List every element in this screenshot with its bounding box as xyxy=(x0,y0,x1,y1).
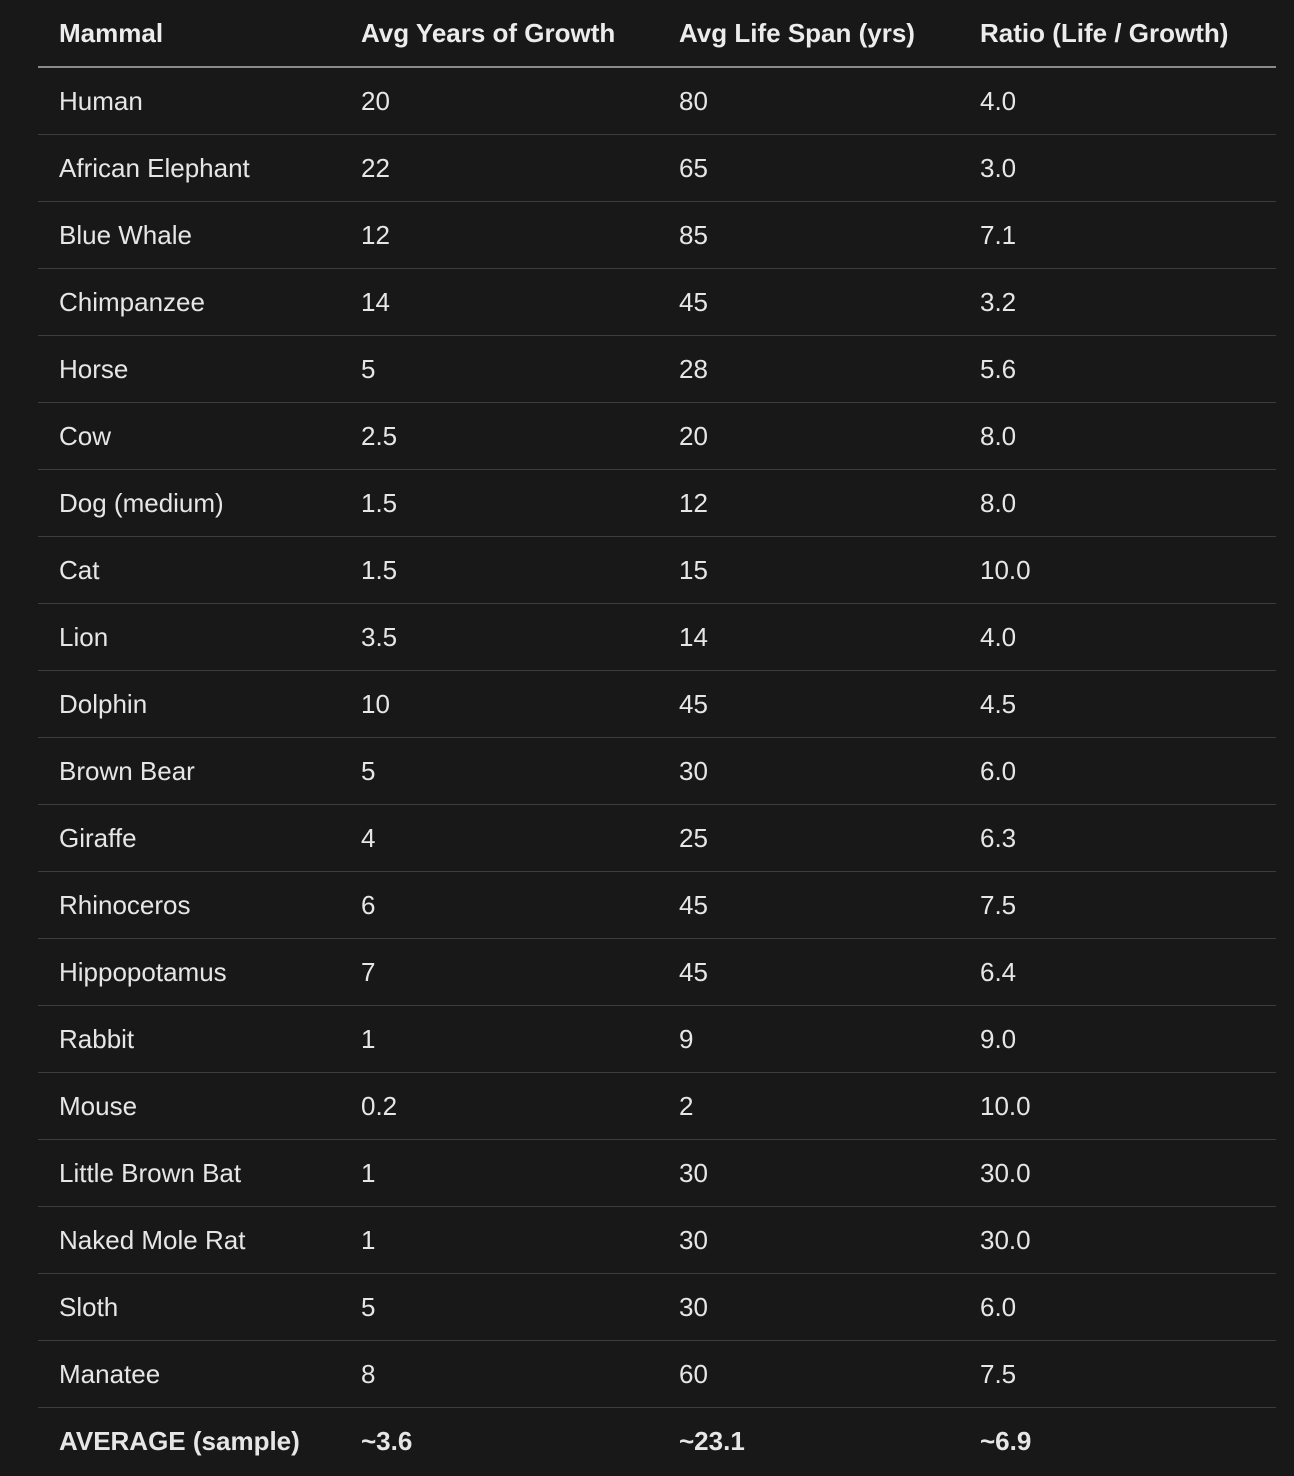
table-row xyxy=(38,872,1276,939)
average-row xyxy=(38,1408,1276,1475)
cell-growth-years: 1 xyxy=(340,1207,658,1274)
cell-mammal: Cat xyxy=(38,537,340,604)
cell-growth-years: 20 xyxy=(340,67,658,135)
average-growth-years: ~3.6 xyxy=(361,1425,413,1456)
table-row xyxy=(38,67,1276,135)
column-header-growth-years: Avg Years of Growth xyxy=(340,0,658,67)
cell-mammal: Dog (medium) xyxy=(38,470,340,537)
cell-mammal: African Elephant xyxy=(38,135,340,202)
table-row xyxy=(38,537,1276,604)
cell-ratio: 3.0 xyxy=(959,135,1276,202)
cell-ratio: 30.0 xyxy=(959,1207,1276,1274)
cell-life-span: 9 xyxy=(658,1006,959,1073)
table-row xyxy=(38,336,1276,403)
cell-growth-years: 5 xyxy=(340,1274,658,1341)
table-row xyxy=(38,470,1276,537)
cell-growth-years: 22 xyxy=(340,135,658,202)
cell-ratio: 6.4 xyxy=(959,939,1276,1006)
cell-life-span: 28 xyxy=(658,336,959,403)
cell-mammal: Dolphin xyxy=(38,671,340,738)
cell-mammal: Blue Whale xyxy=(38,202,340,269)
cell-mammal: Brown Bear xyxy=(38,738,340,805)
mammal-growth-table-container xyxy=(38,0,1276,1474)
cell-mammal: Hippopotamus xyxy=(38,939,340,1006)
cell-mammal: Human xyxy=(38,67,340,135)
cell-ratio: 4.0 xyxy=(959,67,1276,135)
cell-mammal: Rhinoceros xyxy=(38,872,340,939)
table-row xyxy=(38,671,1276,738)
table-row xyxy=(38,1207,1276,1274)
table-body xyxy=(38,67,1276,1474)
cell-ratio: 7.5 xyxy=(959,1341,1276,1408)
table-row xyxy=(38,135,1276,202)
cell-life-span: 30 xyxy=(658,1207,959,1274)
cell-life-span: 45 xyxy=(658,872,959,939)
cell-growth-years: 1 xyxy=(340,1140,658,1207)
header-row xyxy=(38,0,1276,67)
table-header xyxy=(38,0,1276,67)
cell-ratio: 6.3 xyxy=(959,805,1276,872)
cell-ratio: 3.2 xyxy=(959,269,1276,336)
cell-ratio: 8.0 xyxy=(959,403,1276,470)
cell-ratio: 10.0 xyxy=(959,537,1276,604)
average-life-span: ~23.1 xyxy=(679,1425,745,1456)
cell-ratio: 7.1 xyxy=(959,202,1276,269)
cell-mammal: Horse xyxy=(38,336,340,403)
table-row xyxy=(38,604,1276,671)
cell-life-span: 12 xyxy=(658,470,959,537)
cell-life-span: 85 xyxy=(658,202,959,269)
cell-growth-years: 4 xyxy=(340,805,658,872)
table-row xyxy=(38,738,1276,805)
cell-mammal: Lion xyxy=(38,604,340,671)
cell-growth-years: 5 xyxy=(340,738,658,805)
cell-growth-years: 3.5 xyxy=(340,604,658,671)
cell-life-span: 30 xyxy=(658,1140,959,1207)
cell-ratio: 9.0 xyxy=(959,1006,1276,1073)
table-row xyxy=(38,1073,1276,1140)
table-row xyxy=(38,805,1276,872)
table-row xyxy=(38,939,1276,1006)
column-header-life-span: Avg Life Span (yrs) xyxy=(658,0,959,67)
cell-growth-years: 2.5 xyxy=(340,403,658,470)
cell-growth-years: 6 xyxy=(340,872,658,939)
cell-mammal: Naked Mole Rat xyxy=(38,1207,340,1274)
cell-mammal: Giraffe xyxy=(38,805,340,872)
cell-life-span: 65 xyxy=(658,135,959,202)
cell-life-span: 60 xyxy=(658,1341,959,1408)
table-row xyxy=(38,1341,1276,1408)
column-header-ratio: Ratio (Life / Growth) xyxy=(959,0,1276,67)
cell-life-span: 45 xyxy=(658,269,959,336)
cell-ratio: 30.0 xyxy=(959,1140,1276,1207)
cell-ratio: 5.6 xyxy=(959,336,1276,403)
cell-ratio: 10.0 xyxy=(959,1073,1276,1140)
mammal-growth-table xyxy=(38,0,1276,1474)
table-row xyxy=(38,269,1276,336)
cell-growth-years: 7 xyxy=(340,939,658,1006)
table-row xyxy=(38,202,1276,269)
cell-life-span: 80 xyxy=(658,67,959,135)
cell-life-span: 15 xyxy=(658,537,959,604)
cell-life-span: 45 xyxy=(658,671,959,738)
average-ratio: ~6.9 xyxy=(980,1425,1032,1456)
cell-life-span: 20 xyxy=(658,403,959,470)
cell-mammal: Mouse xyxy=(38,1073,340,1140)
cell-growth-years: 14 xyxy=(340,269,658,336)
cell-mammal: Manatee xyxy=(38,1341,340,1408)
cell-growth-years: 1.5 xyxy=(340,537,658,604)
cell-mammal: Little Brown Bat xyxy=(38,1140,340,1207)
cell-life-span: 2 xyxy=(658,1073,959,1140)
cell-mammal: Rabbit xyxy=(38,1006,340,1073)
column-header-mammal: Mammal xyxy=(38,0,340,67)
cell-growth-years: 1 xyxy=(340,1006,658,1073)
cell-ratio: 4.5 xyxy=(959,671,1276,738)
table-row xyxy=(38,403,1276,470)
cell-ratio: 6.0 xyxy=(959,1274,1276,1341)
cell-mammal: Chimpanzee xyxy=(38,269,340,336)
cell-ratio: 8.0 xyxy=(959,470,1276,537)
cell-growth-years: 12 xyxy=(340,202,658,269)
average-label: AVERAGE (sample) xyxy=(59,1425,300,1456)
cell-growth-years: 0.2 xyxy=(340,1073,658,1140)
cell-life-span: 30 xyxy=(658,738,959,805)
cell-life-span: 14 xyxy=(658,604,959,671)
cell-ratio: 4.0 xyxy=(959,604,1276,671)
cell-growth-years: 1.5 xyxy=(340,470,658,537)
cell-growth-years: 5 xyxy=(340,336,658,403)
cell-life-span: 25 xyxy=(658,805,959,872)
cell-life-span: 30 xyxy=(658,1274,959,1341)
cell-ratio: 7.5 xyxy=(959,872,1276,939)
cell-growth-years: 10 xyxy=(340,671,658,738)
table-row xyxy=(38,1140,1276,1207)
table-row xyxy=(38,1006,1276,1073)
cell-growth-years: 8 xyxy=(340,1341,658,1408)
table-row xyxy=(38,1274,1276,1341)
cell-mammal: Sloth xyxy=(38,1274,340,1341)
cell-mammal: Cow xyxy=(38,403,340,470)
cell-life-span: 45 xyxy=(658,939,959,1006)
cell-ratio: 6.0 xyxy=(959,738,1276,805)
